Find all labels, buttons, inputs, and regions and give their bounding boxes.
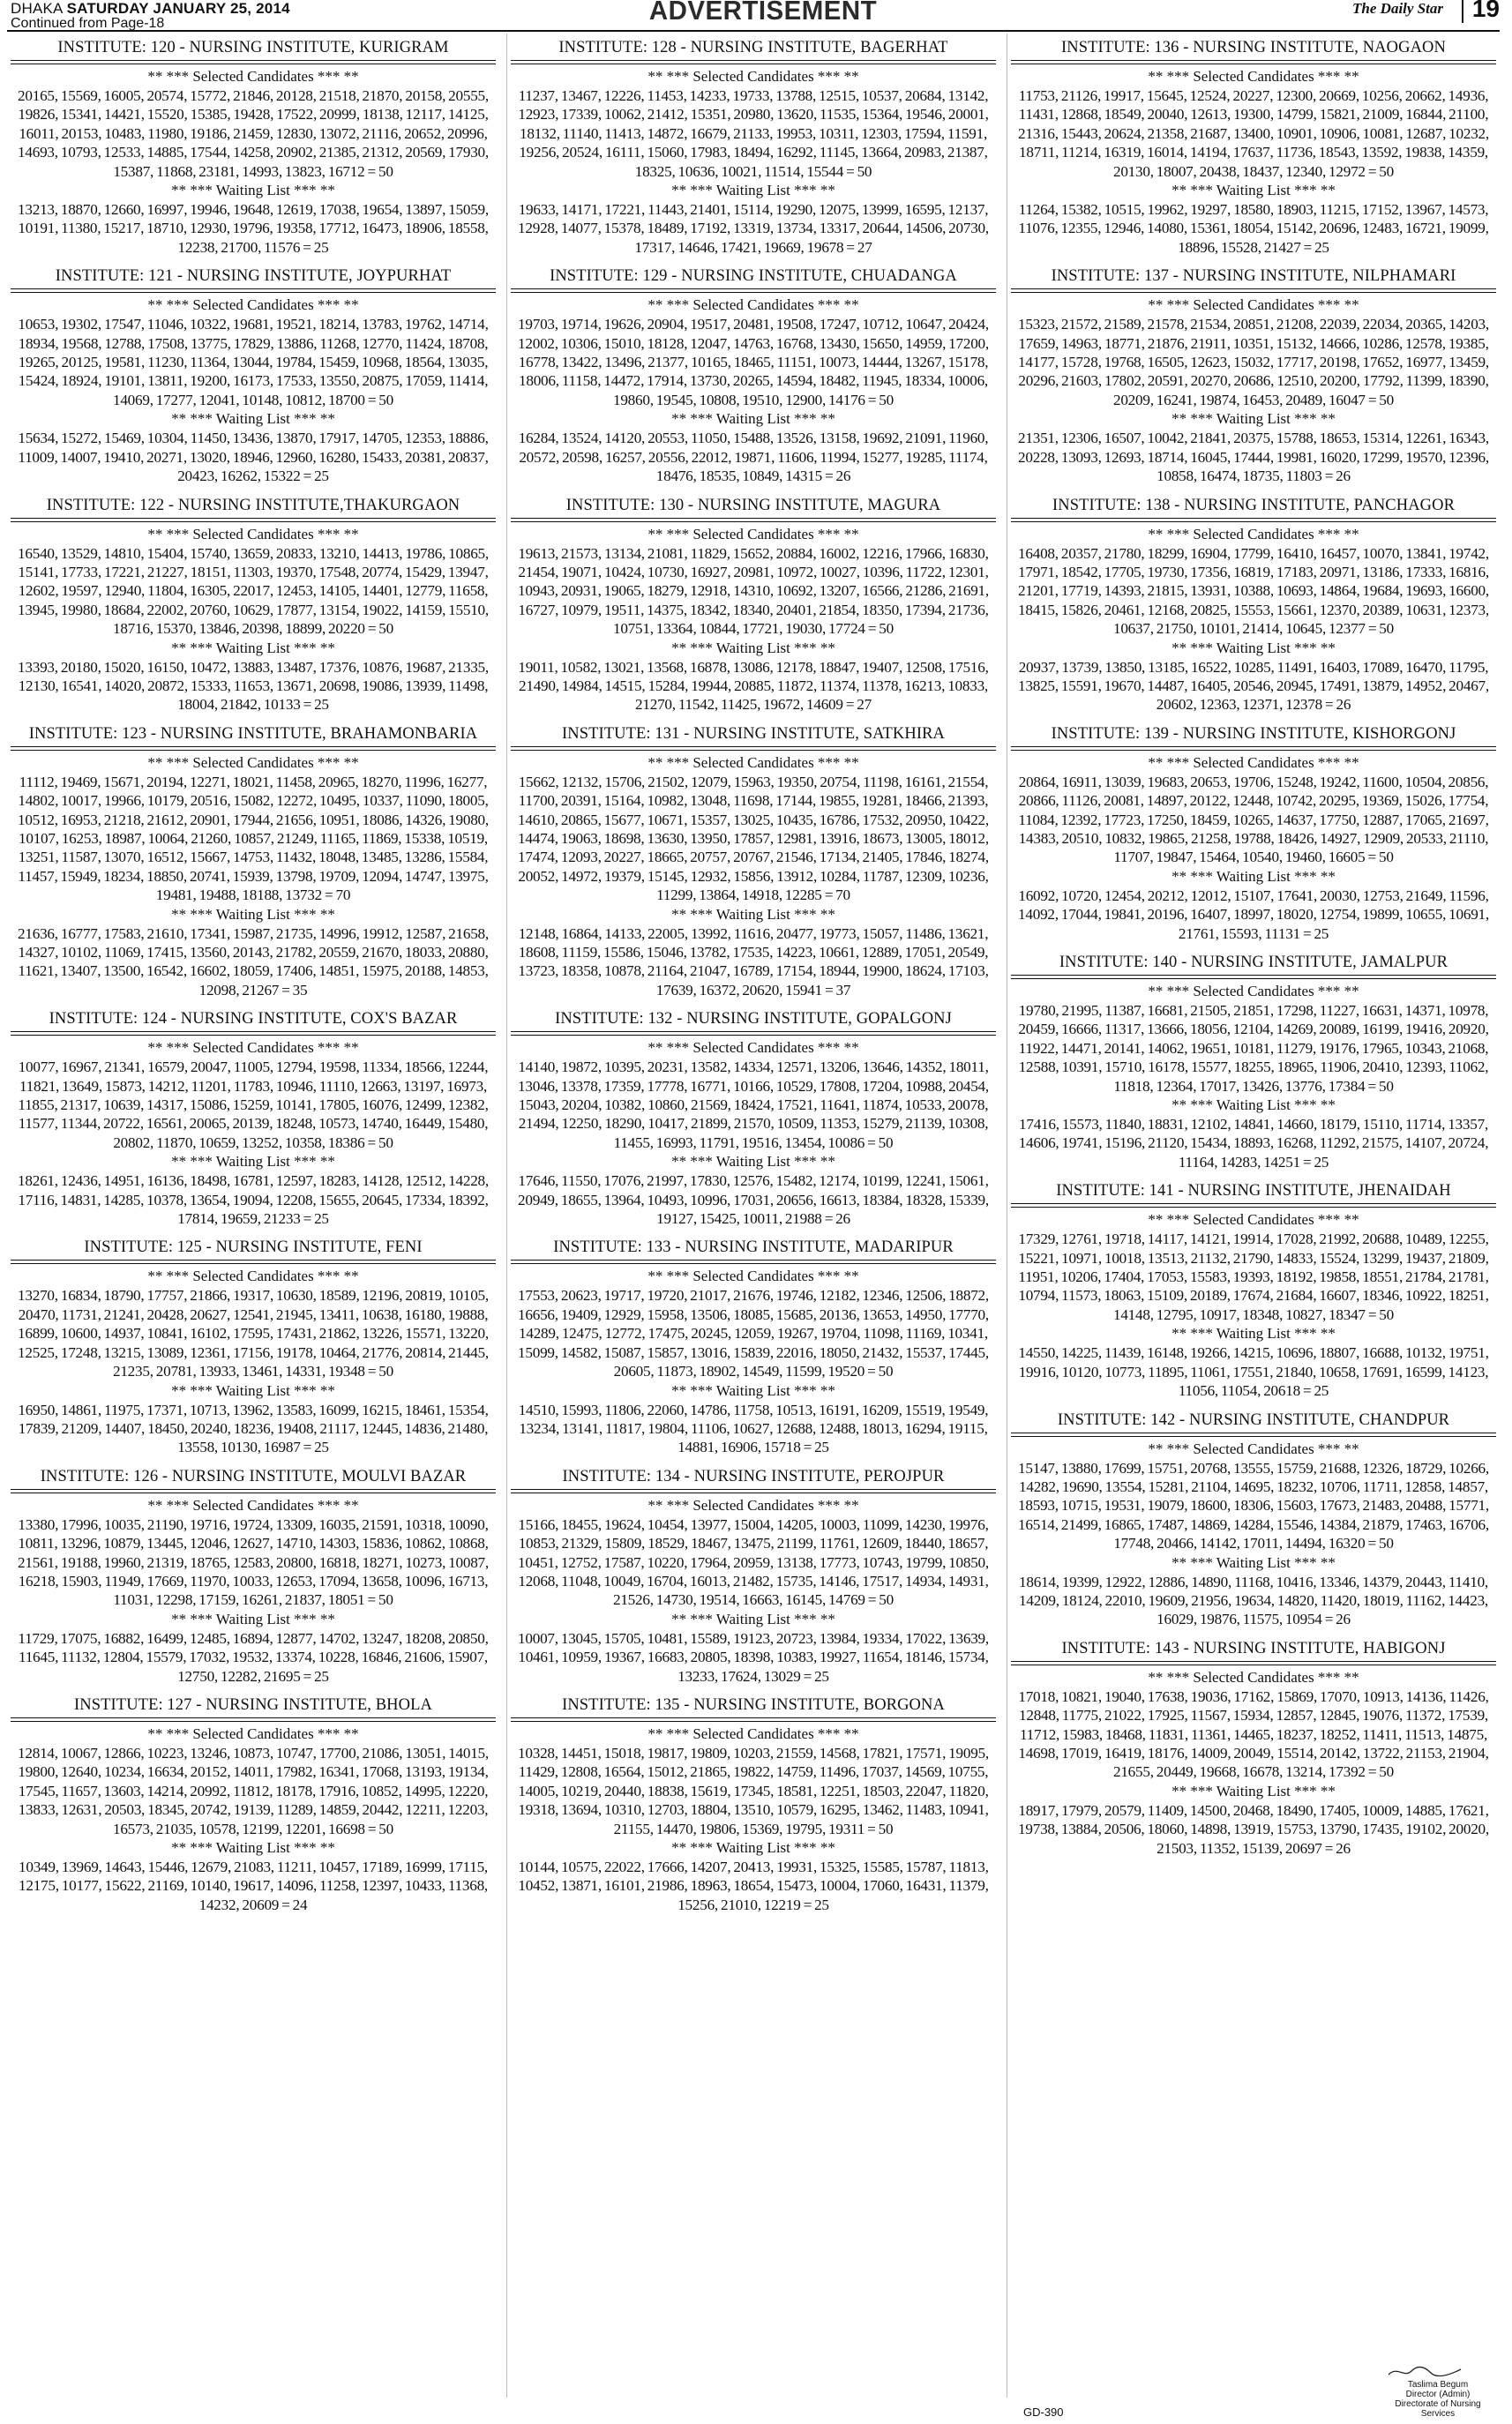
waiting-heading: ** *** Waiting List *** **	[1171, 410, 1336, 428]
institute-title: INSTITUTE: 124 - NURSING INSTITUTE, COX'S BAZAR	[49, 1010, 458, 1029]
institute-title: INSTITUTE: 138 - NURSING INSTITUTE, PANCHAGOR	[1052, 496, 1456, 514]
signatory-name: Taslima Begum	[1407, 2380, 1469, 2390]
selected-heading: ** *** Selected Candidates *** **	[647, 1039, 859, 1057]
institute-title: INSTITUTE: 126 - NURSING INSTITUTE, MOULVI BAZAR	[40, 1467, 467, 1485]
waiting-roll-numbers: 12148, 16864, 14133, 22005, 13992, 11616, 20477, 19773, 15057, 11486, 13621, 18608, 11159, 15586, 15046, 13782, 17535, 14223, 10661, 12889, 17051, 20549, 13723, 18358, 10878, 21164, 21047, 16789, 17154, 18944, 19900, 18624, 17103, 17639, 16372, 20620, 15941 = 37	[518, 924, 989, 999]
waiting-roll-numbers: 17646, 11550, 17076, 21997, 17830, 12576, 15482, 12174, 10199, 12241, 15061, 20949, 18655, 13964, 10493, 10996, 17031, 20656, 16613, 18384, 18328, 15339, 19127, 15425, 10011, 21988 = 26	[518, 1172, 989, 1228]
waiting-roll-numbers: 16284, 13524, 14120, 20553, 11050, 15488, 13526, 13158, 19692, 21091, 11960, 20572, 20598, 16257, 20556, 22012, 19871, 11606, 11994, 15277, 19285, 11174, 18476, 18535, 10849, 14315 = 26	[518, 430, 989, 485]
selected-roll-numbers: 17329, 12761, 19718, 14117, 14121, 19914, 17028, 21992, 20688, 10489, 12255, 15221, 10971, 10018, 13513, 21132, 21790, 14833, 15524, 13299, 19437, 21809, 11951, 10206, 17404, 17053, 15583, 19393, 18192, 19858, 18551, 21784, 21781, 10794, 11573, 18063, 15109, 20189, 17674, 21684, 16607, 18346, 10922, 18251, 14148, 12795, 10917, 18348, 10827, 18347 = 50	[1018, 1231, 1489, 1323]
institute-title: INSTITUTE: 143 - NURSING INSTITUTE, HABIGONJ	[1061, 1639, 1446, 1657]
institute-title: INSTITUTE: 141 - NURSING INSTITUTE, JHENAIDAH	[1056, 1182, 1451, 1201]
page-number: 19	[1462, 0, 1500, 23]
selected-roll-numbers: 11237, 13467, 12226, 11453, 14233, 19733, 13788, 12515, 10537, 20684, 13142, 12923, 17339, 10062, 21412, 15351, 20980, 13620, 11535, 15364, 19546, 20001, 18132, 11140, 11413, 14872, 16679, 21133, 19953, 10311, 12303, 17594, 11591, 19256, 20524, 16111, 15060, 17983, 18494, 16292, 11145, 13664, 20983, 21387, 18325, 10636, 10021, 11514, 15544 = 50	[518, 87, 989, 180]
waiting-roll-numbers: 13213, 18870, 12660, 16997, 19946, 19648, 12619, 17038, 19654, 13897, 15059, 10191, 11380, 15217, 18710, 12930, 19796, 19358, 17712, 16473, 18906, 18558, 12238, 21700, 11576 = 25	[18, 201, 489, 256]
selected-roll-numbers: 20864, 16911, 13039, 19683, 20653, 19706, 15248, 19242, 11600, 10504, 20856, 20866, 11126, 20081, 14897, 20122, 12448, 10742, 20295, 19369, 15026, 17754, 11084, 12392, 17723, 17250, 18459, 10265, 14637, 17750, 12887, 17065, 21697, 14383, 20510, 10832, 19865, 21258, 19788, 18426, 14927, 12909, 20533, 21110, 11707, 19847, 15464, 10540, 19460, 16605 = 50	[1018, 773, 1489, 866]
selected-roll-numbers: 10653, 19302, 17547, 11046, 10322, 19681, 19521, 18214, 13783, 19762, 14714, 18934, 19568, 12788, 17508, 13775, 17829, 13886, 11268, 12770, 11424, 18708, 19265, 20125, 19581, 11230, 11364, 13044, 19784, 15459, 10968, 18564, 13035, 15424, 18924, 19101, 13811, 19200, 16173, 17533, 13550, 20875, 17059, 11414, 14069, 17277, 12041, 10148, 10812, 18700 = 50	[18, 316, 489, 408]
institute-block	[1007, 491, 1500, 714]
institute-block	[1007, 1635, 1500, 1858]
selected-roll-numbers: 16408, 20357, 21780, 18299, 16904, 17799, 16410, 16457, 10070, 13841, 19742, 17971, 18542, 17705, 19730, 17356, 16819, 17183, 20971, 13186, 17333, 16816, 21201, 17719, 14393, 21815, 13931, 10388, 10693, 14864, 19684, 19693, 16600, 18415, 15826, 20461, 12168, 20825, 15553, 15661, 12370, 20389, 10631, 12373, 10637, 21750, 10101, 21414, 10645, 12377 = 50	[1018, 544, 1489, 638]
double-rule	[11, 1031, 496, 1036]
selected-roll-numbers: 13380, 17996, 10035, 21190, 19716, 19724, 13309, 16035, 21591, 10318, 10090, 10811, 13296, 10879, 13445, 12046, 12627, 14710, 14303, 15836, 10862, 10868, 21561, 19188, 19960, 21319, 18765, 12583, 20800, 16818, 18271, 10273, 10087, 16218, 15903, 11949, 17669, 11970, 10033, 12653, 17094, 13658, 10096, 16713, 11031, 12298, 17159, 16261, 21837, 18051 = 50	[18, 1515, 489, 1609]
header-date	[11, 0, 290, 18]
double-rule	[511, 1031, 996, 1036]
institute-block	[7, 491, 499, 714]
selected-roll-numbers: 15166, 18455, 19624, 10454, 13977, 15004, 14205, 10003, 11099, 14230, 19976, 10853, 21329, 15809, 18529, 18467, 13475, 21199, 11761, 12609, 18440, 18657, 10451, 12752, 17587, 10220, 17964, 20959, 13138, 17773, 10743, 19799, 10850, 12068, 11048, 10049, 16704, 16013, 21482, 15735, 14146, 17517, 14934, 14931, 21526, 14730, 19514, 16663, 16145, 14769 = 50	[518, 1515, 989, 1609]
waiting-heading: ** *** Waiting List *** **	[171, 1153, 335, 1171]
ad-code: GD-390	[1023, 2405, 1064, 2419]
waiting-heading: ** *** Waiting List *** **	[171, 905, 335, 923]
selected-roll-numbers: 10077, 16967, 21341, 16579, 20047, 11005, 12794, 19598, 11334, 18566, 12244, 11821, 13649, 15873, 14212, 11201, 11783, 10946, 11110, 12663, 13197, 16973, 11855, 21317, 10639, 14317, 15086, 15259, 10141, 17805, 16076, 12499, 12382, 11577, 11344, 20722, 16561, 20065, 20139, 18248, 10573, 14740, 16449, 15480, 20802, 11870, 10659, 13252, 10358, 18386 = 50	[18, 1059, 489, 1151]
selected-heading: ** *** Selected Candidates *** **	[147, 1039, 359, 1057]
institute-title: INSTITUTE: 122 - NURSING INSTITUTE,THAKURGAON	[46, 496, 460, 514]
waiting-roll-numbers: 10007, 13045, 15705, 10481, 15589, 19123, 20723, 13984, 19334, 17022, 13639, 10461, 10959, 19367, 16683, 20805, 18398, 10383, 19927, 11654, 18146, 15734, 13233, 17624, 13029 = 25	[518, 1629, 989, 1685]
selected-heading: ** *** Selected Candidates *** **	[1148, 525, 1359, 542]
selected-heading: ** *** Selected Candidates *** **	[1148, 753, 1359, 771]
selected-heading: ** *** Selected Candidates *** **	[147, 1724, 359, 1742]
institute-title: INSTITUTE: 128 - NURSING INSTITUTE, BAGERHAT	[558, 39, 948, 56]
selected-roll-numbers: 15147, 13880, 17699, 15751, 20768, 13555, 15759, 21688, 12326, 18729, 10266, 14282, 19690, 13554, 15281, 21104, 14695, 18232, 10706, 11711, 12858, 14857, 18593, 10715, 19531, 19079, 18600, 18306, 15603, 17673, 21483, 20488, 15771, 16514, 21499, 16865, 17487, 14869, 14284, 15546, 14384, 21879, 17463, 16706, 17748, 20466, 14142, 17011, 14494, 16320 = 50	[1018, 1459, 1489, 1552]
double-rule	[11, 1260, 496, 1264]
selected-heading: ** *** Selected Candidates *** **	[147, 296, 359, 314]
institute-block	[507, 491, 999, 714]
waiting-roll-numbers: 14550, 14225, 11439, 16148, 19266, 14215, 10696, 18807, 16688, 10132, 19751, 19916, 10120, 10773, 11895, 11061, 17551, 21840, 10658, 17691, 16599, 14123, 11056, 11054, 20618 = 25	[1018, 1344, 1489, 1400]
selected-heading: ** *** Selected Candidates *** **	[647, 296, 859, 314]
selected-roll-numbers: 12814, 10067, 12866, 10223, 13246, 10873, 10747, 17700, 21086, 13051, 14015, 19800, 12640, 10234, 16634, 20152, 14011, 17982, 16341, 17068, 13193, 19134, 17545, 11657, 13603, 14214, 20992, 11812, 18178, 17916, 10852, 14995, 12220, 13833, 12631, 20503, 18345, 20742, 19139, 11289, 14859, 20442, 12211, 12203, 16573, 21035, 10578, 12199, 12201, 16698 = 50	[18, 1744, 489, 1837]
institute-block	[7, 262, 499, 485]
waiting-roll-numbers: 10144, 10575, 22022, 17666, 14207, 20413, 19931, 15325, 15585, 15787, 11813, 10452, 13871, 16101, 21986, 18963, 18654, 15473, 10004, 17060, 16431, 11379, 15256, 21010, 12219 = 25	[518, 1859, 989, 1913]
institute-block	[7, 1233, 499, 1456]
column-1	[7, 34, 499, 2398]
selected-roll-numbers: 20165, 15569, 16005, 20574, 15772, 21846, 20128, 21518, 21870, 20158, 20555, 19826, 15341, 14421, 15520, 15385, 19428, 17522, 20999, 18138, 12117, 14125, 16011, 20153, 10483, 11980, 19186, 21459, 12830, 13072, 21116, 20652, 20996, 14693, 10793, 12533, 14885, 17544, 14258, 20902, 21385, 21312, 20569, 17930, 15387, 11868, 23181, 14993, 13823, 16712 = 50	[18, 87, 489, 180]
institute-title: INSTITUTE: 134 - NURSING INSTITUTE, PEROJPUR	[562, 1467, 945, 1485]
institute-title: INSTITUTE: 131 - NURSING INSTITUTE, SATKHIRA	[562, 724, 945, 743]
selected-roll-numbers: 14140, 19872, 10395, 20231, 13582, 14334, 12571, 13206, 13646, 14352, 18011, 13046, 13378, 17359, 17778, 16771, 10166, 10529, 17808, 17204, 10988, 20454, 15043, 20204, 10382, 10860, 21569, 18424, 17521, 11641, 11874, 10533, 20078, 21494, 12250, 18290, 10417, 21899, 21570, 10509, 11353, 15279, 21139, 10308, 11455, 16993, 11791, 19516, 13454, 10086 = 50	[518, 1059, 989, 1151]
double-rule	[511, 1260, 996, 1264]
selected-heading: ** *** Selected Candidates *** **	[1148, 296, 1359, 314]
double-rule	[11, 288, 496, 293]
waiting-heading: ** *** Waiting List *** **	[1171, 1782, 1336, 1799]
waiting-heading: ** *** Waiting List *** **	[671, 1381, 835, 1399]
institute-title: INSTITUTE: 120 - NURSING INSTITUTE, KURIGRAM	[57, 39, 449, 56]
waiting-heading: ** *** Waiting List *** **	[671, 1153, 835, 1171]
institute-block	[1007, 262, 1500, 485]
selected-heading: ** *** Selected Candidates *** **	[647, 1724, 859, 1742]
columns	[7, 34, 1500, 2398]
waiting-roll-numbers: 21636, 16777, 17583, 21610, 17341, 15987, 21735, 14996, 19912, 12587, 21658, 14327, 10102, 11069, 17415, 13560, 20143, 21782, 20559, 21670, 18033, 20880, 11621, 13407, 13500, 16542, 16602, 18059, 17406, 14851, 15975, 20188, 14853, 12098, 21267 = 35	[18, 924, 489, 999]
waiting-roll-numbers: 18917, 17979, 20579, 11409, 14500, 20468, 18490, 17405, 10009, 14885, 17621, 19738, 13884, 20506, 18060, 14898, 13919, 15753, 13790, 17435, 19102, 20020, 21503, 11352, 15139, 20697 = 26	[1018, 1801, 1489, 1857]
section-title: ADVERTISEMENT	[648, 0, 878, 26]
double-rule	[11, 60, 496, 64]
waiting-heading: ** *** Waiting List *** **	[1171, 1096, 1336, 1114]
institute-block	[1007, 720, 1500, 943]
institute-title: INSTITUTE: 140 - NURSING INSTITUTE, JAMALPUR	[1059, 954, 1448, 971]
institute-title: INSTITUTE: 133 - NURSING INSTITUTE, MADARIPUR	[553, 1238, 954, 1257]
double-rule	[11, 1717, 496, 1722]
column-2	[506, 34, 999, 2398]
institute-title: INSTITUTE: 130 - NURSING INSTITUTE, MAGURA	[565, 496, 941, 514]
institute-block	[1007, 1177, 1500, 1400]
selected-heading: ** *** Selected Candidates *** **	[1148, 1668, 1359, 1686]
selected-roll-numbers: 19780, 21995, 11387, 16681, 21505, 21851, 17298, 11227, 16631, 14371, 10978, 20459, 16666, 11317, 13666, 18056, 12104, 14269, 20089, 16199, 19416, 20920, 11922, 14471, 20141, 14062, 19651, 10181, 11279, 19176, 17965, 10343, 21068, 12588, 10391, 15710, 16178, 15577, 18255, 18965, 11906, 20410, 12393, 11062, 11818, 12364, 17017, 13426, 13776, 17384 = 50	[1018, 1002, 1489, 1095]
header-rule	[7, 30, 1500, 32]
double-rule	[511, 288, 996, 293]
waiting-roll-numbers: 18261, 12436, 14951, 16136, 18498, 16781, 12597, 18283, 14128, 12512, 14228, 17116, 14831, 14285, 10378, 13654, 19094, 12208, 15655, 20645, 17334, 18392, 17814, 19659, 21233 = 25	[18, 1172, 489, 1228]
waiting-heading: ** *** Waiting List *** **	[171, 410, 335, 428]
double-rule	[511, 1717, 996, 1722]
selected-heading: ** *** Selected Candidates *** **	[147, 1496, 359, 1514]
double-rule	[1011, 1203, 1496, 1208]
waiting-roll-numbers: 16092, 10720, 12454, 20212, 12012, 15107, 17641, 20030, 12753, 21649, 11596, 14092, 17044, 19841, 20196, 16407, 18997, 18020, 12754, 19899, 10655, 10691, 21761, 15593, 11131 = 25	[1018, 887, 1489, 942]
selected-heading: ** *** Selected Candidates *** **	[647, 1268, 859, 1285]
institute-block	[507, 1233, 999, 1456]
waiting-roll-numbers: 19011, 10582, 13021, 13568, 16878, 13086, 12178, 18847, 19407, 12508, 17516, 21490, 14984, 14515, 15284, 19944, 20885, 11872, 11374, 11378, 16213, 10833, 21270, 11542, 11425, 19672, 14609 = 27	[518, 658, 989, 714]
newspaper-name: The Daily Star	[1352, 0, 1443, 17]
selected-roll-numbers: 11753, 21126, 19917, 15645, 12524, 20227, 12300, 20669, 10256, 20662, 14936, 11431, 12868, 18549, 20040, 12613, 19300, 14799, 15821, 21009, 16844, 21100, 21316, 15443, 20624, 21358, 21687, 13400, 10901, 10906, 10081, 12687, 10232, 18711, 11214, 16319, 16014, 14194, 17637, 11736, 18543, 13592, 19838, 14359, 20130, 18007, 20438, 18437, 12340, 12972 = 50	[1018, 87, 1489, 180]
institute-title: INSTITUTE: 121 - NURSING INSTITUTE, JOYPURHAT	[55, 267, 452, 286]
waiting-roll-numbers: 13393, 20180, 15020, 16150, 10472, 13883, 13487, 17376, 10876, 19687, 21335, 12130, 16541, 14020, 20872, 15333, 11653, 13671, 20698, 19086, 13939, 11498, 18004, 21842, 10133 = 25	[18, 658, 489, 714]
selected-heading: ** *** Selected Candidates *** **	[147, 753, 359, 771]
double-rule	[11, 746, 496, 751]
waiting-roll-numbers: 14510, 15993, 11806, 22060, 14786, 11758, 10513, 16191, 16209, 15519, 19549, 13234, 13141, 11817, 19804, 11106, 10627, 12688, 12488, 18013, 16294, 19115, 14881, 16906, 15718 = 25	[518, 1401, 989, 1456]
institute-block	[507, 1005, 999, 1228]
selected-roll-numbers: 15662, 12132, 15706, 21502, 12079, 15963, 19350, 20754, 11198, 16161, 21554, 11700, 20391, 15164, 10982, 13048, 11698, 17144, 19855, 19281, 18466, 21393, 14610, 20865, 15677, 10671, 15357, 13025, 10435, 16786, 17532, 20950, 10422, 14474, 19063, 18698, 13630, 13950, 17857, 12981, 13916, 18673, 13005, 18012, 17474, 12093, 20227, 18665, 20757, 20767, 21546, 17134, 21405, 17846, 18274, 20052, 14972, 19379, 15145, 12932, 15856, 13912, 10284, 11787, 12309, 10236, 11299, 13864, 14918, 12285 = 70	[518, 773, 989, 904]
selected-roll-numbers: 19613, 21573, 13134, 21081, 11829, 15652, 20884, 16002, 12216, 17966, 16830, 21454, 19071, 10424, 10730, 16927, 20981, 10972, 10027, 10396, 11722, 12301, 10943, 20931, 19065, 18279, 12918, 14310, 10692, 13207, 16566, 21286, 21691, 16727, 10979, 19511, 14375, 18342, 18340, 20401, 21854, 18350, 17394, 21736, 10751, 13364, 10844, 17721, 19030, 17724 = 50	[518, 544, 989, 638]
signature-block	[1385, 2364, 1491, 2419]
double-rule	[511, 60, 996, 64]
selected-roll-numbers: 17553, 20623, 19717, 19720, 21017, 21676, 19746, 12182, 12346, 12506, 18872, 16656, 19409, 12929, 15958, 13506, 18085, 15685, 20136, 13653, 14950, 17770, 14289, 12475, 12772, 17475, 20245, 12059, 19267, 19704, 11098, 11169, 10341, 15099, 14582, 15087, 15857, 13016, 15839, 22016, 18050, 21432, 15537, 17445, 20605, 11873, 18902, 14549, 11599, 19520 = 50	[518, 1287, 989, 1380]
institute-title: INSTITUTE: 136 - NURSING INSTITUTE, NAOGAON	[1061, 39, 1446, 56]
double-rule	[1011, 518, 1496, 522]
waiting-roll-numbers: 18614, 19399, 12922, 12886, 14890, 11168, 10416, 13346, 14379, 20443, 11410, 14209, 18124, 22010, 19609, 21956, 19634, 14820, 11420, 18019, 11162, 14423, 16029, 19876, 11575, 10954 = 26	[1019, 1573, 1488, 1628]
selected-roll-numbers: 16540, 13529, 14810, 15404, 15740, 13659, 20833, 13210, 14413, 19786, 10865, 15141, 17733, 17221, 21227, 18151, 11303, 19370, 17548, 20774, 15429, 13947, 12602, 19597, 12940, 11804, 16305, 22017, 12453, 14105, 14401, 12779, 11658, 13945, 19980, 18684, 22002, 20760, 10629, 17877, 13154, 19022, 14159, 15510, 18716, 15370, 13846, 20398, 18899, 20220 = 50	[18, 544, 489, 638]
selected-roll-numbers: 10328, 14451, 15018, 19817, 19809, 10203, 21559, 14568, 17821, 17571, 19095, 11429, 12808, 16564, 15012, 21865, 19822, 14759, 11496, 17037, 14569, 10755, 14005, 10219, 20440, 18838, 15619, 17345, 18581, 12251, 18503, 22047, 11820, 19318, 13694, 10310, 12703, 18804, 13510, 10579, 16295, 13462, 11483, 10941, 21155, 14470, 19806, 15369, 19795, 19311 = 50	[518, 1744, 989, 1837]
double-rule	[511, 1489, 996, 1493]
waiting-heading: ** *** Waiting List *** **	[171, 1610, 335, 1627]
institute-block	[7, 720, 499, 999]
selected-heading: ** *** Selected Candidates *** **	[147, 68, 359, 85]
waiting-heading: ** *** Waiting List *** **	[671, 639, 835, 656]
institute-title: INSTITUTE: 127 - NURSING INSTITUTE, BHOLA	[74, 1695, 432, 1714]
selected-heading: ** *** Selected Candidates *** **	[647, 68, 859, 85]
waiting-roll-numbers: 17416, 15573, 11840, 18831, 12102, 14841, 14660, 18179, 15110, 11714, 13357, 14606, 19741, 15196, 21120, 15434, 18893, 16268, 11292, 21575, 14107, 20724, 11164, 14283, 14251 = 25	[1018, 1116, 1489, 1171]
selected-roll-numbers: 11112, 19469, 15671, 20194, 12271, 18021, 11458, 20965, 18270, 11996, 16277, 14802, 10017, 19966, 10179, 20516, 15082, 12272, 10495, 10337, 11090, 18005, 10512, 16953, 21218, 21612, 20901, 17944, 21656, 10951, 18086, 14326, 19080, 10107, 16253, 18987, 10064, 21260, 10857, 21249, 11165, 11869, 15338, 10519, 13251, 11587, 13070, 16512, 15667, 14753, 11432, 18048, 13485, 13286, 15584, 11457, 15949, 18234, 18850, 20741, 15939, 13798, 19709, 12094, 14747, 13975, 19481, 19488, 18188, 13732 = 70	[18, 773, 489, 904]
waiting-roll-numbers: 16950, 14861, 11975, 17371, 10713, 13962, 13583, 16099, 16215, 18461, 15354, 17839, 21209, 14407, 18450, 20240, 18236, 19408, 21117, 12445, 14836, 21480, 13558, 10130, 16987 = 25	[18, 1401, 489, 1456]
institute-block	[507, 720, 999, 999]
double-rule	[1011, 60, 1496, 64]
double-rule	[511, 746, 996, 751]
header-city: DHAKA	[11, 0, 63, 17]
selected-heading: ** *** Selected Candidates *** **	[1148, 983, 1359, 999]
institute-block	[7, 1463, 499, 1686]
selected-heading: ** *** Selected Candidates *** **	[647, 753, 859, 771]
selected-heading: ** *** Selected Candidates *** **	[647, 525, 859, 542]
institute-title: INSTITUTE: 125 - NURSING INSTITUTE, FENI	[84, 1238, 423, 1257]
institute-block	[1007, 1406, 1500, 1629]
selected-roll-numbers: 13270, 16834, 18790, 17757, 21866, 19317, 10630, 18589, 12196, 20819, 10105, 20470, 11731, 21241, 20428, 20627, 12541, 21945, 13411, 10638, 16180, 19888, 16899, 10600, 14937, 10841, 16102, 17595, 17431, 21862, 13226, 15571, 13220, 12525, 17248, 13215, 13089, 12361, 17156, 19178, 10464, 21776, 20814, 21445, 21235, 20781, 13933, 13461, 14331, 19348 = 50	[18, 1287, 489, 1380]
waiting-heading: ** *** Waiting List *** **	[671, 1839, 835, 1856]
selected-roll-numbers: 15323, 21572, 21589, 21578, 21534, 20851, 21208, 22039, 22034, 20365, 14203, 17659, 14963, 18771, 21876, 21911, 10351, 15132, 14666, 10286, 12578, 19385, 14177, 15728, 19768, 16505, 12623, 15032, 17717, 20198, 17652, 16977, 13459, 20296, 21603, 17802, 20591, 20270, 20686, 12510, 20200, 17792, 11399, 18390, 20209, 16241, 19874, 16453, 20489, 16047 = 50	[1018, 316, 1489, 408]
double-rule	[511, 518, 996, 522]
waiting-heading: ** *** Waiting List *** **	[1171, 867, 1336, 885]
selected-heading: ** *** Selected Candidates *** **	[647, 1496, 859, 1514]
double-rule	[11, 518, 496, 522]
institute-title: INSTITUTE: 139 - NURSING INSTITUTE, KISHORGONJ	[1051, 724, 1456, 743]
signatory-org: Directorate of Nursing Services	[1395, 2399, 1481, 2419]
institute-block	[1007, 34, 1500, 257]
institute-block	[7, 34, 499, 257]
waiting-roll-numbers: 11729, 17075, 16882, 16499, 12485, 16894, 12877, 14702, 13247, 18208, 20850, 11645, 11132, 12804, 15579, 17032, 19532, 13374, 10228, 16846, 21606, 15907, 12750, 12282, 21695 = 25	[18, 1629, 489, 1685]
selected-heading: ** *** Selected Candidates *** **	[1148, 1211, 1359, 1229]
selected-heading: ** *** Selected Candidates *** **	[147, 1268, 359, 1285]
signatory-title: Director (Admin)	[1405, 2390, 1471, 2399]
waiting-heading: ** *** Waiting List *** **	[171, 1839, 335, 1856]
waiting-heading: ** *** Waiting List *** **	[1171, 639, 1336, 656]
institute-title: INSTITUTE: 123 - NURSING INSTITUTE, BRAHAMONBARIA	[28, 724, 478, 743]
institute-title: INSTITUTE: 135 - NURSING INSTITUTE, BORGONA	[562, 1695, 945, 1714]
waiting-heading: ** *** Waiting List *** **	[671, 410, 835, 428]
institute-block	[7, 1005, 499, 1228]
waiting-roll-numbers: 11264, 15382, 10515, 19962, 19297, 18580, 18903, 11215, 17152, 13967, 14573, 11076, 12355, 12946, 14080, 15361, 18054, 15142, 20696, 12483, 16721, 19099, 18896, 15528, 21427 = 25	[1018, 201, 1489, 256]
selected-heading: ** *** Selected Candidates *** **	[1148, 68, 1359, 85]
institute-block	[1007, 948, 1500, 1171]
waiting-heading: ** *** Waiting List *** **	[671, 182, 835, 199]
waiting-heading: ** *** Waiting List *** **	[1171, 1325, 1336, 1343]
institute-title: INSTITUTE: 129 - NURSING INSTITUTE, CHUADANGA	[550, 267, 957, 286]
institute-title: INSTITUTE: 142 - NURSING INSTITUTE, CHANDPUR	[1057, 1410, 1450, 1429]
waiting-roll-numbers: 19633, 14171, 17221, 11443, 21401, 15114, 19290, 12075, 13999, 16595, 12137, 12928, 14077, 15378, 18489, 17192, 13319, 13734, 13317, 20644, 14506, 20730, 17317, 14646, 17421, 19669, 19678 = 27	[518, 201, 989, 256]
header-date-text: SATURDAY JANUARY 25, 2014	[66, 0, 290, 17]
waiting-heading: ** *** Waiting List *** **	[671, 905, 835, 923]
institute-title: INSTITUTE: 137 - NURSING INSTITUTE, NILPHAMARI	[1051, 267, 1456, 286]
column-3	[1007, 34, 1500, 2398]
double-rule	[1011, 288, 1496, 293]
continued-note: Continued from Page-18	[11, 16, 165, 31]
waiting-heading: ** *** Waiting List *** **	[171, 1381, 335, 1399]
waiting-heading: ** *** Waiting List *** **	[171, 182, 335, 199]
waiting-heading: ** *** Waiting List *** **	[171, 639, 335, 656]
selected-heading: ** *** Selected Candidates *** **	[1148, 1440, 1359, 1457]
waiting-roll-numbers: 15634, 15272, 15469, 10304, 11450, 13436, 13870, 17917, 14705, 12353, 18886, 11009, 14007, 19410, 20271, 13020, 18946, 12960, 16280, 15433, 20381, 20837, 20423, 16262, 15322 = 25	[18, 430, 489, 485]
institute-block	[7, 1691, 499, 1914]
double-rule	[1011, 1661, 1496, 1665]
waiting-roll-numbers: 20937, 13739, 13850, 13185, 16522, 10285, 11491, 16403, 17089, 16470, 11795, 13825, 15591, 19670, 14487, 16405, 20546, 20945, 17491, 13879, 14952, 20467, 20602, 12363, 12371, 12378 = 26	[1018, 658, 1489, 714]
selected-roll-numbers: 17018, 10821, 19040, 17638, 19036, 17162, 15869, 17070, 10913, 14136, 11426, 12848, 11775, 21022, 17925, 11567, 15934, 12857, 12845, 19076, 11372, 17539, 11712, 15983, 18468, 11831, 11361, 14465, 18237, 18252, 11411, 11513, 14875, 14698, 17019, 16419, 18176, 14009, 20049, 15514, 20142, 13722, 21153, 21904, 21655, 20449, 19668, 16678, 13214, 17392 = 50	[1018, 1687, 1489, 1781]
waiting-heading: ** *** Waiting List *** **	[671, 1610, 835, 1627]
double-rule	[1011, 746, 1496, 751]
waiting-roll-numbers: 10349, 13969, 14643, 15446, 12679, 21083, 11211, 10457, 17189, 16999, 17115, 12175, 10177, 15622, 21169, 10140, 19617, 14096, 11258, 12397, 10433, 11368, 14232, 20609 = 24	[19, 1859, 488, 1913]
double-rule	[11, 1489, 496, 1493]
double-rule	[1011, 975, 1496, 979]
waiting-heading: ** *** Waiting List *** **	[1171, 1553, 1336, 1571]
selected-roll-numbers: 19703, 19714, 19626, 20904, 19517, 20481, 19508, 17247, 10712, 10647, 20424, 12002, 10306, 15010, 18128, 12047, 14763, 16768, 13430, 15650, 14959, 17200, 16778, 13422, 13496, 21377, 10165, 18465, 11151, 10073, 14444, 13267, 15178, 18006, 11158, 14472, 17914, 13730, 20265, 14594, 18482, 11945, 18334, 10006, 19860, 19545, 10808, 19510, 12900, 14176 = 50	[518, 316, 989, 408]
signature-scribble-icon	[1385, 2364, 1464, 2380]
institute-block	[507, 1463, 999, 1686]
selected-heading: ** *** Selected Candidates *** **	[147, 525, 359, 542]
institute-block	[507, 1691, 999, 1914]
institute-block	[507, 34, 999, 257]
waiting-heading: ** *** Waiting List *** **	[1171, 182, 1336, 199]
page-header	[7, 0, 1500, 30]
institute-block	[507, 262, 999, 485]
waiting-roll-numbers: 21351, 12306, 16507, 10042, 21841, 20375, 15788, 18653, 15314, 12261, 16343, 20228, 13093, 12693, 18714, 16045, 17444, 19981, 16020, 17299, 19570, 12396, 10858, 16474, 18735, 11803 = 26	[1018, 430, 1489, 485]
institute-title: INSTITUTE: 132 - NURSING INSTITUTE, GOPALGONJ	[555, 1010, 952, 1029]
double-rule	[1011, 1433, 1496, 1437]
